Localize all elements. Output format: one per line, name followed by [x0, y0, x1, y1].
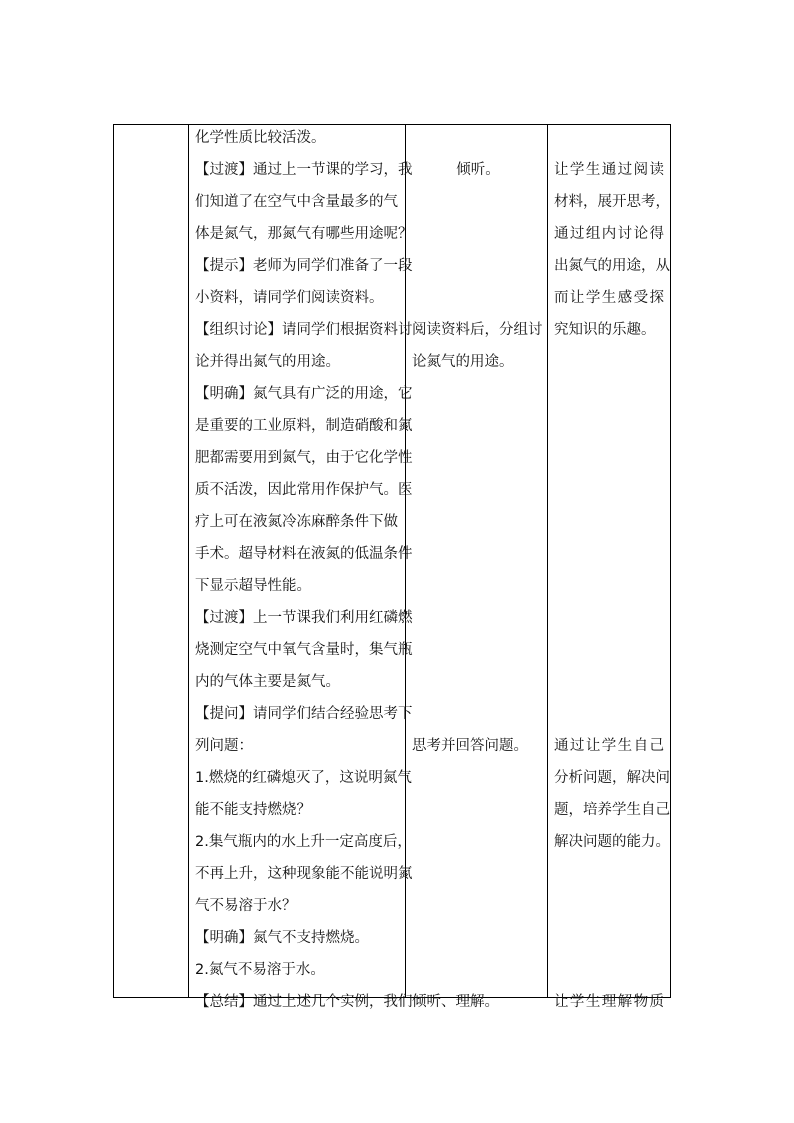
text-line: 不再上升，这种现象能不能说明氮: [195, 866, 413, 882]
text-line: 化学性质比较活泼。: [195, 130, 326, 146]
text-line: 能不能支持燃烧？: [195, 802, 311, 818]
text-line: 【提问】请同学们结合经验思考下: [195, 706, 413, 722]
text-line: 是重要的工业原料，制造硝酸和氮: [195, 418, 413, 434]
text-line: 肥都需要用到氮气，由于它化学性: [195, 450, 413, 466]
text-line: 内的气体主要是氮气。: [195, 674, 340, 690]
text-line: 手术。超导材料在液氮的低温条件: [195, 546, 413, 562]
text-line: 们知道了在空气中含量最多的气: [195, 194, 398, 210]
column-divider-3: [547, 124, 548, 998]
text-line: 【组织讨论】请同学们根据资料讨: [195, 322, 413, 338]
text-line: 【过渡】通过上一节课的学习，我: [195, 162, 413, 178]
text-line: 倾听、理解。: [412, 994, 499, 1010]
text-line: 题，培养学生自己: [554, 802, 670, 818]
text-line: 质不活泼，因此常用作保护气。医: [195, 482, 413, 498]
text-line: 体是氮气，那氮气有哪些用途呢？: [195, 226, 413, 242]
text-line: 让学生理解物质: [554, 994, 664, 1010]
text-line: 【明确】氮气不支持燃烧。: [195, 930, 369, 946]
text-line: 【提示】老师为同学们准备了一段: [195, 258, 413, 274]
text-line: 小资料，请同学们阅读资料。: [195, 290, 384, 306]
text-line: 【总结】通过上述几个实例，我们: [195, 994, 413, 1010]
text-line: 出氮气的用途，从: [554, 258, 670, 274]
text-line: 2.集气瓶内的水上升一定高度后，: [195, 834, 412, 850]
text-line: 2.氮气不易溶于水。: [195, 962, 325, 978]
text-line: 列问题：: [195, 738, 253, 754]
text-line: 下显示超导性能。: [195, 578, 311, 594]
text-line: 材料，展开思考，: [554, 194, 670, 210]
text-line: 而让学生感受探: [554, 290, 664, 306]
text-line: 烧测定空气中氧气含量时，集气瓶: [195, 642, 413, 658]
text-line: 1.燃烧的红磷熄灭了，这说明氮气: [195, 770, 412, 786]
text-line: 解决问题的能力。: [554, 834, 670, 850]
text-line: 倾听。: [456, 162, 500, 178]
text-line: 阅读资料后，分组讨: [412, 322, 543, 338]
text-line: 论氮气的用途。: [412, 354, 514, 370]
text-line: 分析问题，解决问: [554, 770, 670, 786]
text-line: 【过渡】上一节课我们利用红磷燃: [195, 610, 413, 626]
text-line: 论并得出氮气的用途。: [195, 354, 340, 370]
text-line: 【明确】氮气具有广泛的用途，它: [195, 386, 413, 402]
text-line: 让学生通过阅读: [554, 162, 664, 178]
text-line: 究知识的乐趣。: [554, 322, 656, 338]
text-line: 疗上可在液氮冷冻麻醉条件下做: [195, 514, 398, 530]
text-line: 通过让学生自己: [554, 738, 664, 754]
text-line: 通过组内讨论得: [554, 226, 664, 242]
text-line: 思考并回答问题。: [412, 738, 528, 754]
column-divider-1: [188, 124, 189, 998]
text-line: 气不易溶于水？: [195, 898, 297, 914]
